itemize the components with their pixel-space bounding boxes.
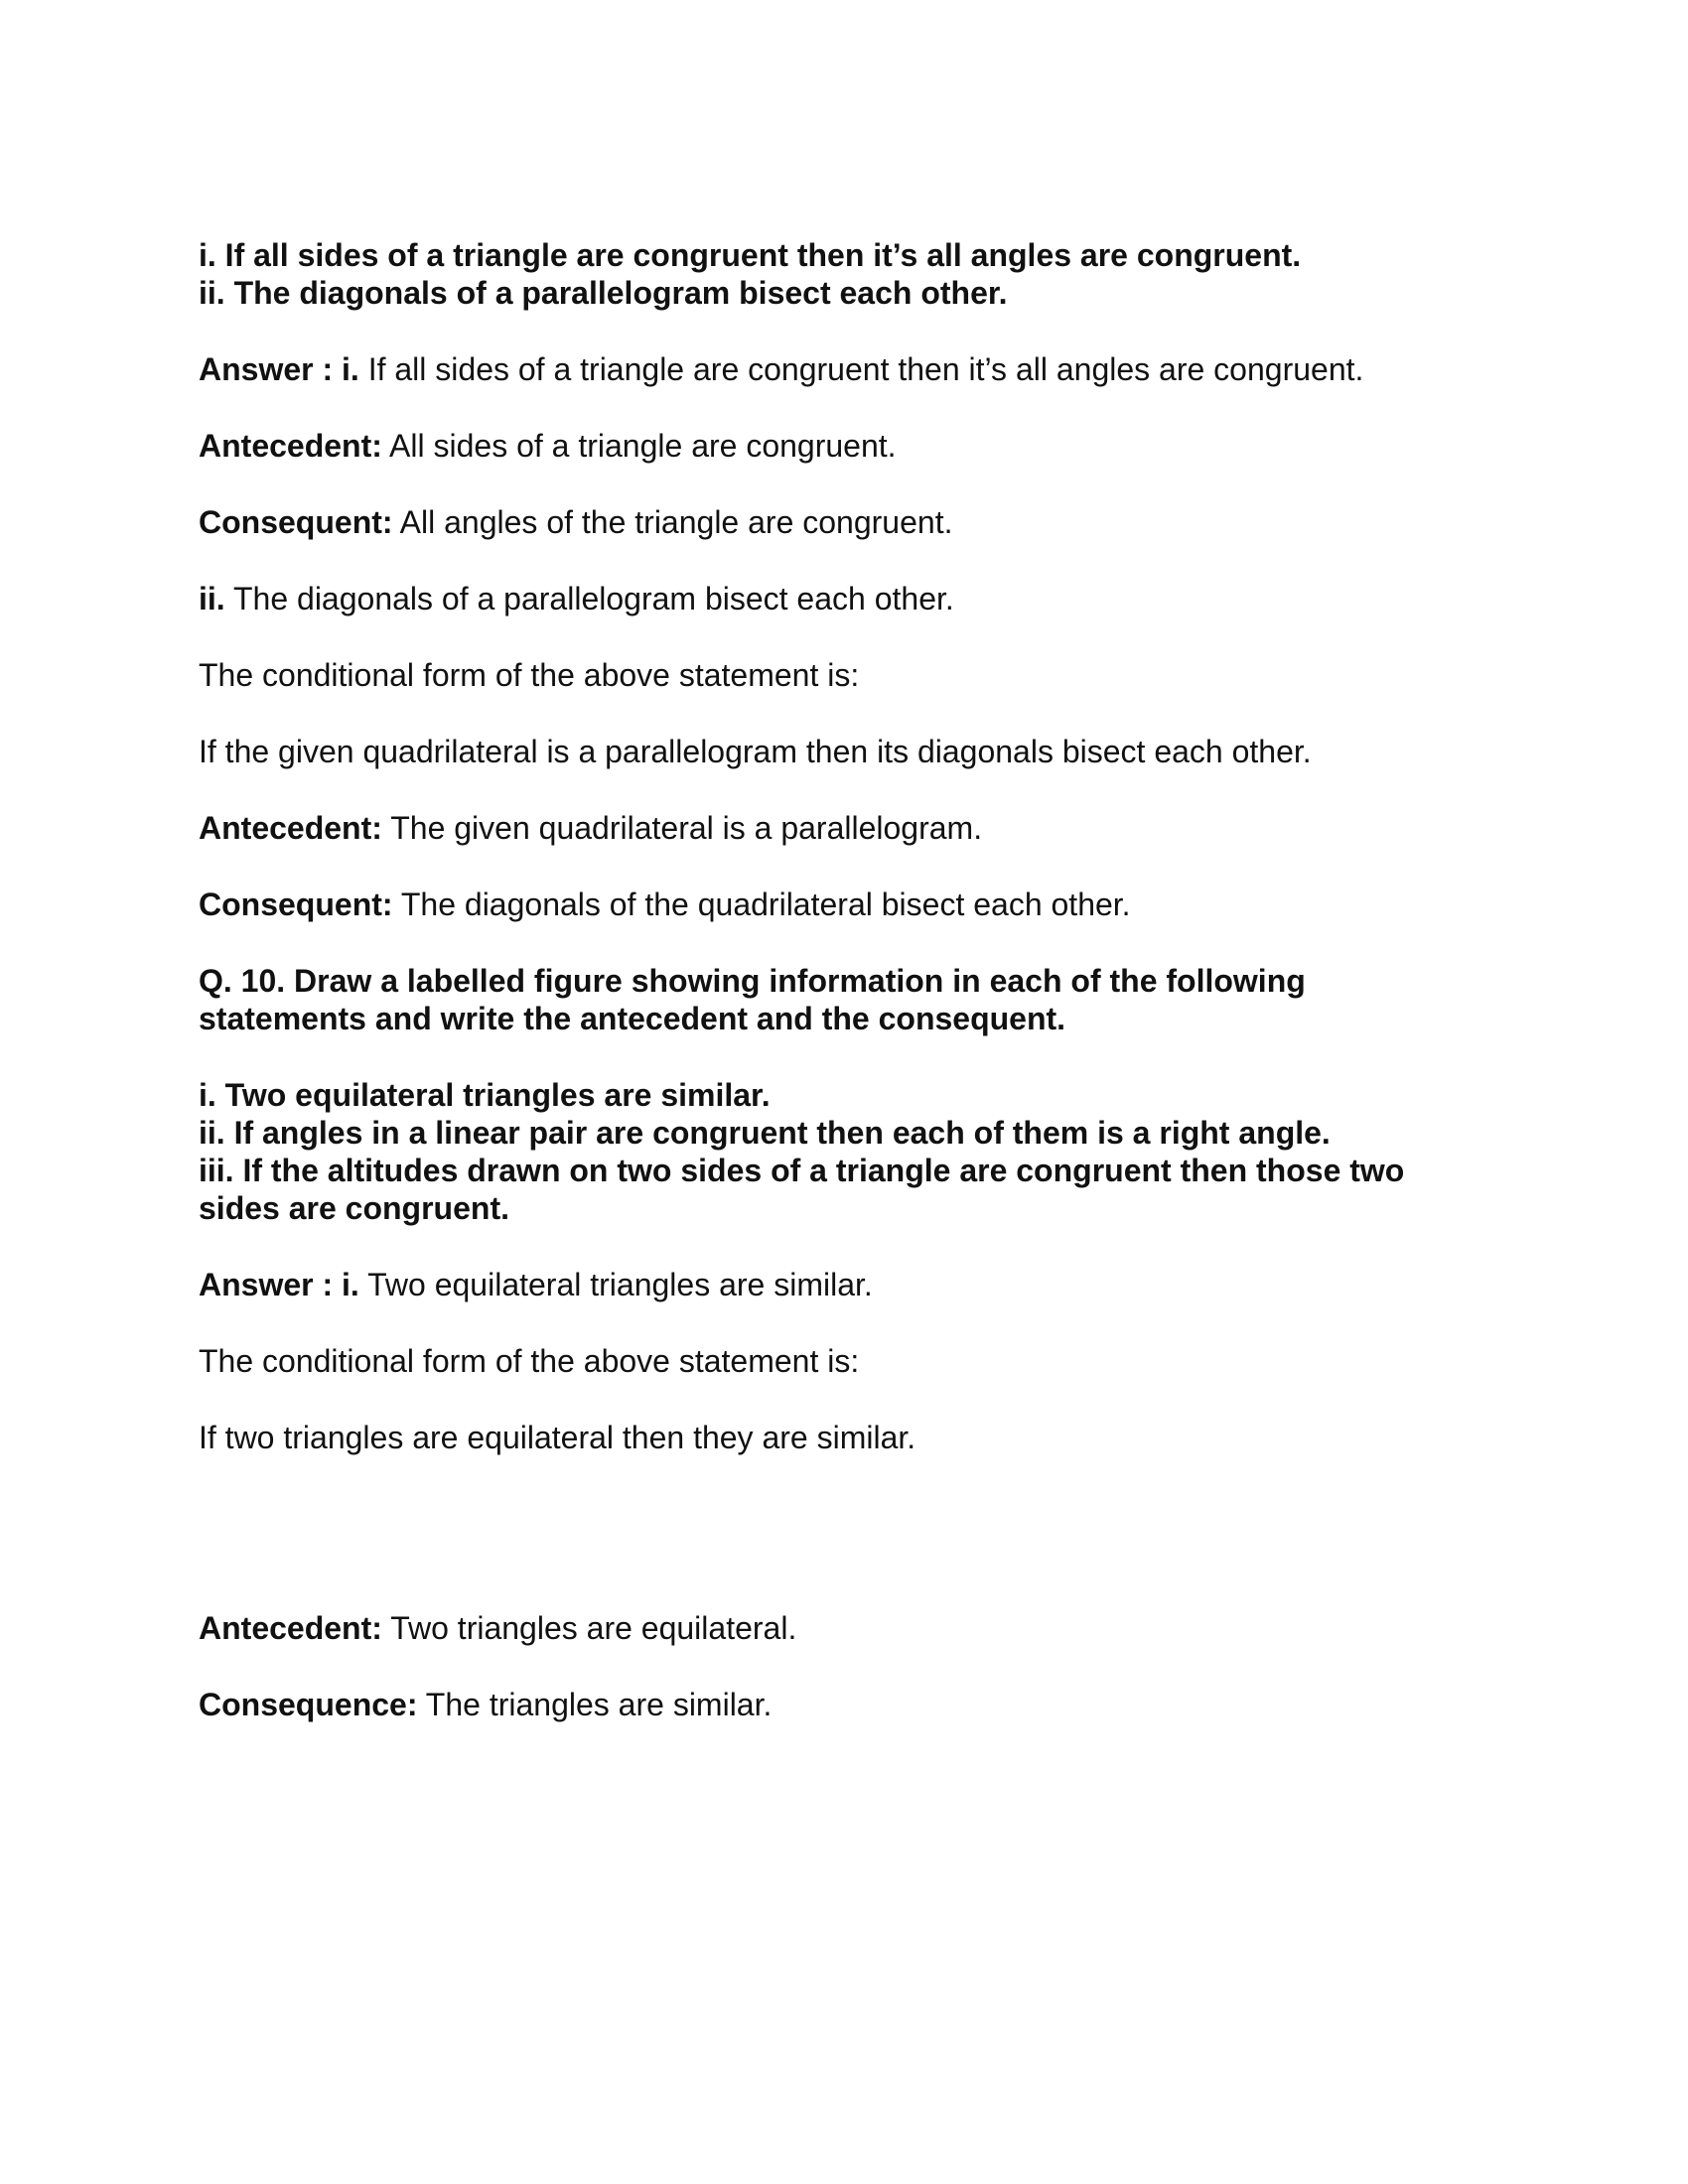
- answer-text: If all sides of a triangle are congruent then it’s all angles are congruent.: [358, 351, 1364, 387]
- antecedent-text: Two triangles are equilateral.: [381, 1610, 797, 1646]
- consequent-text: All angles of the triangle are congruent.: [392, 504, 953, 540]
- statement-i: i. If all sides of a triangle are congruent then it’s all angles are congruent.: [199, 237, 1302, 273]
- q10-item-ii: ii. If angles in a linear pair are congruent then each of them is a right angle.: [199, 1115, 1331, 1151]
- question-10-line2: statements and write the antecedent and the consequent.: [199, 1001, 1066, 1036]
- consequence-text: The triangles are similar.: [417, 1687, 773, 1722]
- antecedent-text: All sides of a triangle are congruent.: [381, 428, 897, 464]
- answer-ii-label: ii.: [199, 581, 225, 616]
- antecedent-line: [199, 427, 897, 465]
- consequent-label: Consequent:: [199, 504, 393, 540]
- statement-ii: ii. The diagonals of a parallelogram bisect each other.: [199, 275, 1008, 311]
- antecedent-line: [199, 809, 982, 847]
- answer-label: Answer : i.: [199, 1267, 359, 1302]
- consequent-text: The diagonals of the quadrilateral bisect each other.: [392, 887, 1131, 922]
- conditional-text: If the given quadrilateral is a parallelogram then its diagonals bisect each other.: [199, 734, 1312, 769]
- answer-text: Two equilateral triangles are similar.: [358, 1267, 873, 1302]
- consequent-line: [199, 503, 952, 541]
- answer-ii-text: The diagonals of a parallelogram bisect each other.: [224, 581, 954, 616]
- consequent-label: Consequent:: [199, 887, 393, 922]
- antecedent-text: The given quadrilateral is a parallelogram.: [381, 810, 983, 846]
- answer-ii-line: [199, 580, 954, 617]
- q10-answer-line: [199, 1266, 873, 1303]
- question-10-line1: Q. 10. Draw a labelled figure showing information in each of the following: [199, 963, 1306, 999]
- antecedent-label: Antecedent:: [199, 428, 382, 464]
- q10-item-i: i. Two equilateral triangles are similar.: [199, 1077, 771, 1113]
- answer-i-line: [199, 350, 1363, 388]
- q10-item-iii-line2: sides are congruent.: [199, 1190, 509, 1226]
- antecedent-line: [199, 1609, 796, 1647]
- consequence-line: [199, 1686, 772, 1723]
- conditional-text: If two triangles are equilateral then they are similar.: [199, 1420, 916, 1455]
- antecedent-label: Antecedent:: [199, 1610, 382, 1646]
- q10-item-iii-line1: iii. If the altitudes drawn on two sides of a triangle are congruent then those two: [199, 1153, 1405, 1188]
- conditional-intro: The conditional form of the above statement is:: [199, 1343, 860, 1379]
- conditional-intro: The conditional form of the above statement is:: [199, 657, 860, 693]
- consequence-label: Consequence:: [199, 1687, 418, 1722]
- consequent-line: [199, 886, 1131, 923]
- antecedent-label: Antecedent:: [199, 810, 382, 846]
- answer-label: Answer : i.: [199, 351, 359, 387]
